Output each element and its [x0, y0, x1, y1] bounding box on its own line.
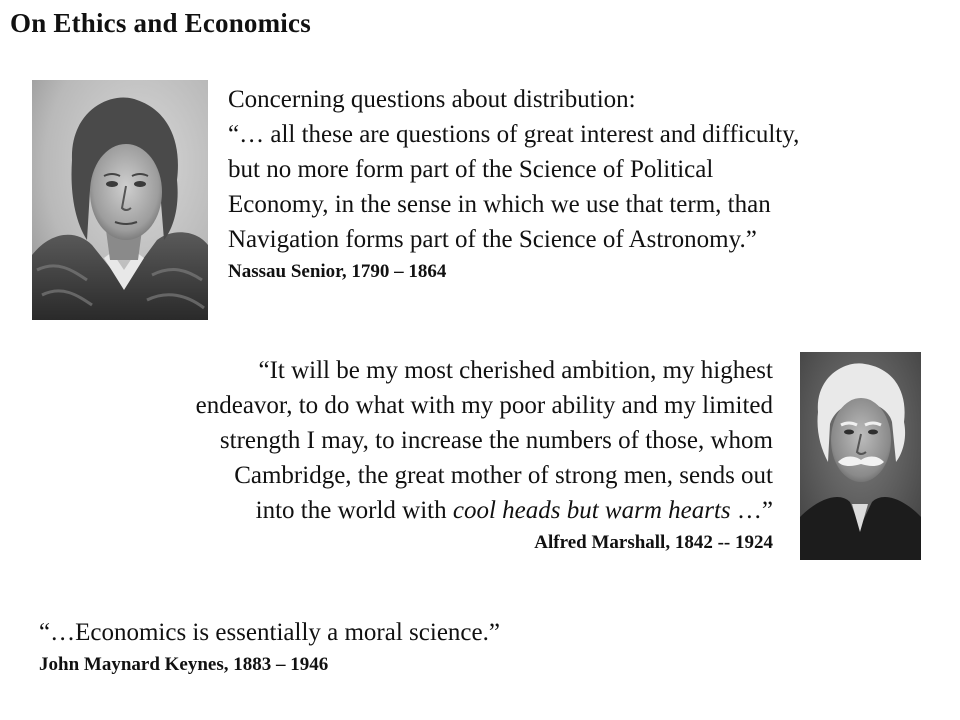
- marshall-italic-phrase: cool heads but warm hearts: [452, 497, 731, 524]
- marshall-quote-last-line: [196, 493, 773, 528]
- senior-quote-line: Concerning questions about distribution:: [228, 86, 636, 113]
- senior-attribution: Nassau Senior, 1790 – 1864: [228, 261, 447, 282]
- senior-quote-line: Economy, in the sense in which we use that term, than: [228, 191, 771, 218]
- marshall-attribution: Alfred Marshall, 1842 -- 1924: [534, 532, 773, 553]
- nassau-senior-quote: [228, 82, 799, 287]
- senior-quote-line: “… all these are questions of great interest and difficulty,: [228, 121, 800, 148]
- keynes-attribution: John Maynard Keynes, 1883 – 1946: [39, 654, 329, 675]
- marshall-quote-line: “It will be my most cherished ambition, my highest: [258, 357, 773, 384]
- marshall-quote-line: strength I may, to increase the numbers of those, whom: [219, 427, 773, 454]
- keynes-quote: [39, 615, 500, 680]
- alfred-marshall-portrait: [800, 352, 921, 560]
- marshall-last-line-start: into the world with: [255, 497, 453, 524]
- senior-quote-line: but no more form part of the Science of Political: [228, 156, 714, 183]
- keynes-quote-text: “…Economics is essentially a moral science.”: [39, 619, 500, 646]
- nassau-senior-portrait: [32, 80, 208, 320]
- senior-quote-line: Navigation forms part of the Science of Astronomy.”: [228, 226, 757, 253]
- marshall-last-line-end: …”: [730, 497, 773, 524]
- marshall-quote-line: Cambridge, the great mother of strong men, sends out: [234, 462, 773, 489]
- marshall-quote-line: endeavor, to do what with my poor ability and my limited: [195, 392, 773, 419]
- slide-title: On Ethics and Economics: [10, 8, 311, 38]
- alfred-marshall-quote: [196, 353, 773, 558]
